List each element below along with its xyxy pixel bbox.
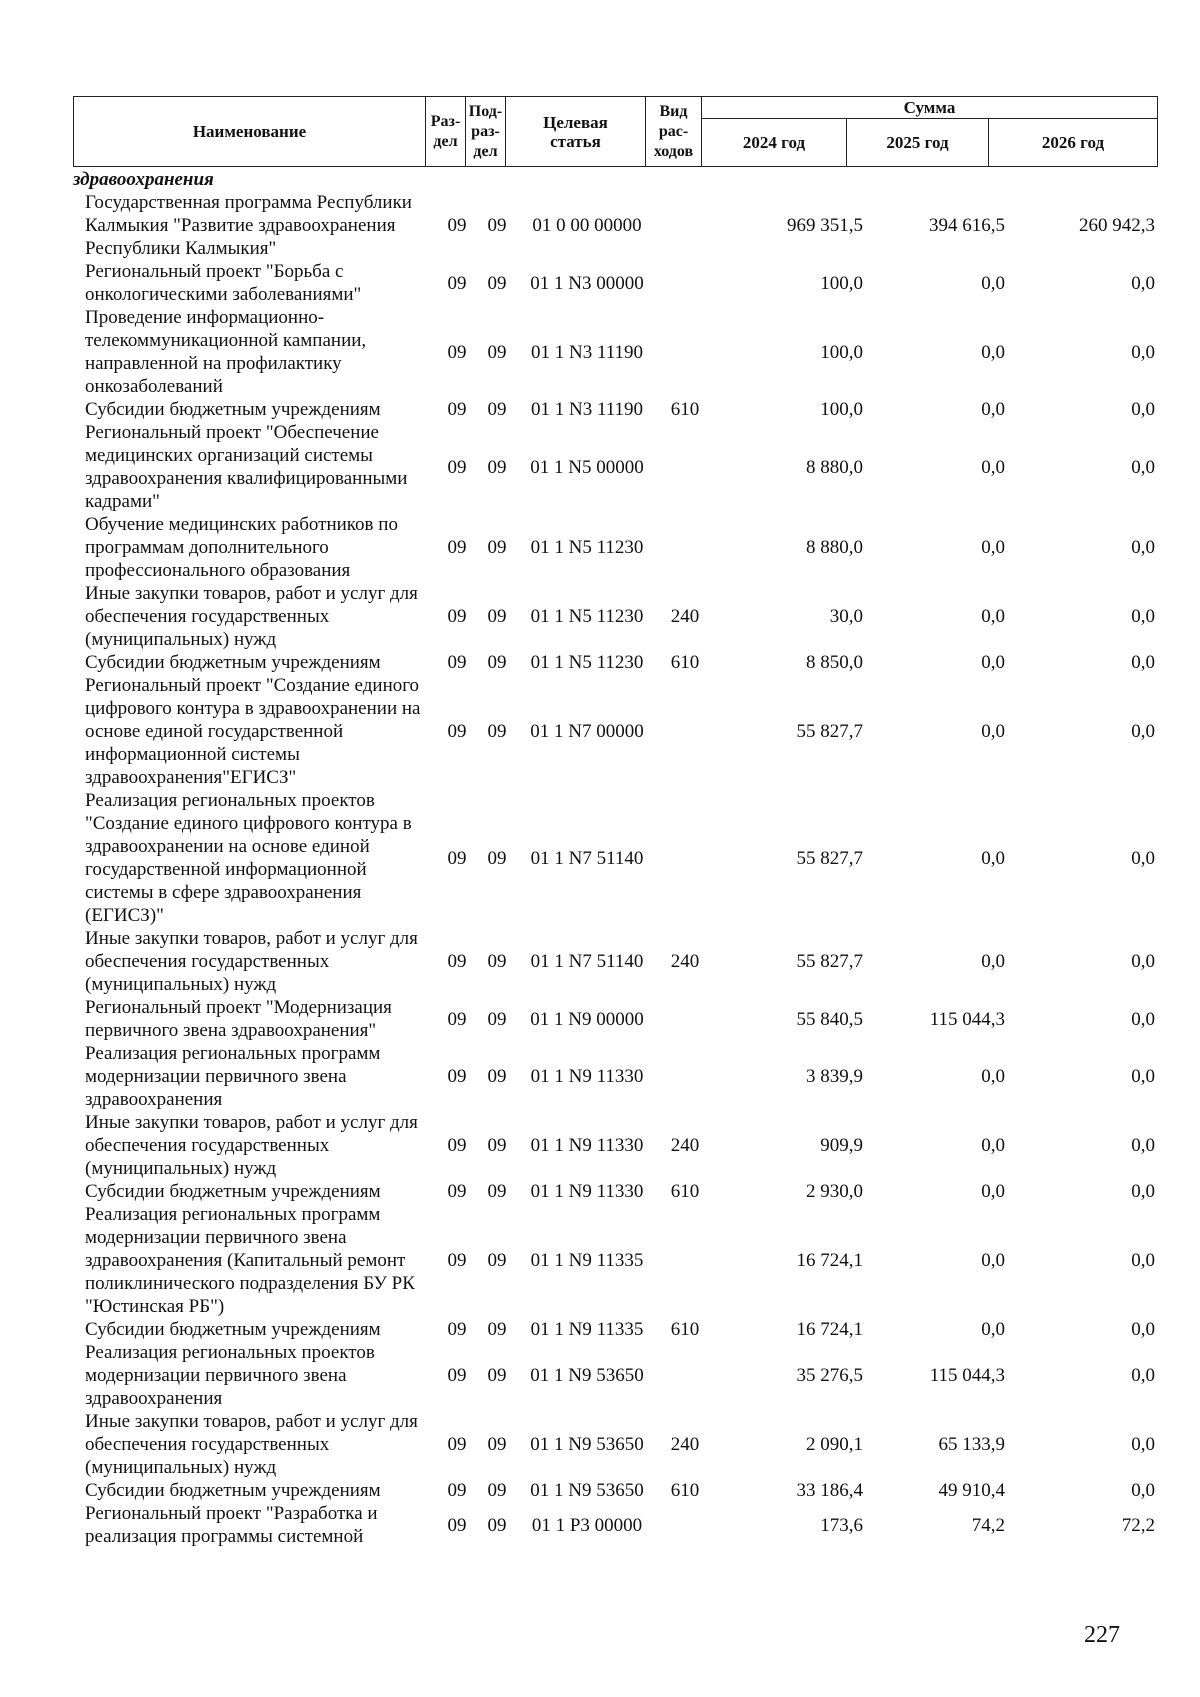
row-amount-2026: 0,0	[1131, 847, 1155, 869]
row-amount-2026: 0,0	[1131, 721, 1155, 742]
page-number: 227	[1084, 1622, 1120, 1648]
row-podrazdel: 09	[487, 1066, 507, 1087]
row-amount-2026: 0,0	[1131, 341, 1155, 363]
row-amount-2024: 55 827,7	[796, 951, 863, 972]
row-name: Реализация региональных проектов модернизации первичного звена здравоохранения	[85, 1342, 375, 1409]
row-razdel: 09	[447, 606, 467, 627]
row-amount-2026: 0,0	[1131, 1365, 1155, 1386]
table-row	[73, 513, 1183, 582]
row-amount-2024: 173,6	[820, 1514, 863, 1536]
table-body	[73, 169, 1183, 1548]
row-razdel: 09	[447, 1434, 467, 1455]
row-amount-2025: 0,0	[981, 1319, 1005, 1340]
row-razdel: 09	[447, 1365, 467, 1386]
row-razdel: 09	[447, 399, 467, 420]
row-amount-2024: 969 351,5	[787, 215, 863, 236]
row-name: Иные закупки товаров, работ и услуг для обеспечения государственных (муниципальных) нужд	[85, 1411, 418, 1478]
row-amount-2026: 0,0	[1131, 1319, 1155, 1340]
row-expense-type: 240	[670, 951, 700, 972]
row-amount-2026: 0,0	[1131, 537, 1155, 558]
row-target-article: 01 1 N9 11335	[530, 1319, 644, 1340]
row-amount-2026: 0,0	[1131, 1135, 1155, 1156]
row-target-article: 01 1 N9 11330	[530, 1181, 644, 1202]
row-target-article: 01 1 N5 11230	[530, 537, 644, 558]
row-expense-type: 240	[670, 606, 700, 627]
row-amount-2026: 0,0	[1131, 606, 1155, 627]
row-podrazdel: 09	[487, 1250, 507, 1271]
row-podrazdel: 09	[487, 1181, 507, 1202]
row-target-article: 01 1 N9 53650	[530, 1480, 644, 1501]
row-podrazdel: 09	[487, 951, 507, 972]
row-amount-2026: 0,0	[1131, 399, 1155, 420]
row-name: Региональный проект "Борьба с онкологическими заболеваниями"	[85, 261, 362, 305]
row-podrazdel: 09	[487, 456, 507, 478]
row-amount-2024: 2 090,1	[806, 1434, 863, 1455]
row-target-article: 01 1 N7 51140	[530, 847, 644, 869]
row-expense-type: 240	[670, 1434, 700, 1455]
header-2026: 2026 год	[989, 119, 1158, 167]
table-row	[73, 191, 1183, 260]
row-name: Обучение медицинских работников по программам дополнительного профессионального образования	[85, 514, 398, 581]
row-expense-type: 240	[670, 1135, 700, 1156]
row-expense-type: 610	[670, 1181, 700, 1202]
row-amount-2024: 55 827,7	[796, 721, 863, 742]
header-sum: Сумма	[702, 97, 1158, 119]
row-podrazdel: 09	[487, 399, 507, 420]
row-razdel: 09	[447, 215, 467, 236]
row-amount-2024: 55 840,5	[796, 1008, 863, 1030]
row-podrazdel: 09	[487, 215, 507, 236]
table-row	[73, 306, 1183, 398]
row-amount-2026: 0,0	[1131, 456, 1155, 478]
row-podrazdel: 09	[487, 272, 507, 294]
row-expense-type: 610	[670, 1319, 700, 1340]
row-razdel: 09	[447, 847, 467, 869]
table-row	[73, 674, 1183, 789]
row-razdel: 09	[447, 721, 467, 742]
row-amount-2024: 55 827,7	[796, 847, 863, 869]
row-amount-2025: 0,0	[981, 1066, 1005, 1087]
table-row	[73, 1341, 1183, 1410]
row-amount-2024: 16 724,1	[796, 1250, 863, 1271]
table-row	[73, 260, 1183, 306]
header-2025: 2025 год	[847, 119, 989, 167]
row-amount-2026: 0,0	[1131, 1008, 1155, 1030]
table-row	[73, 1318, 1183, 1341]
row-amount-2026: 260 942,3	[1079, 215, 1155, 236]
row-amount-2026: 0,0	[1131, 1480, 1155, 1501]
row-amount-2025: 0,0	[981, 1181, 1005, 1202]
row-target-article: 01 1 N3 11190	[530, 399, 644, 420]
row-name: Иные закупки товаров, работ и услуг для обеспечения государственных (муниципальных) нужд	[85, 583, 418, 650]
row-amount-2025: 0,0	[981, 847, 1005, 869]
row-name: Реализация региональных проектов "Создание единого цифрового контура в здравоохранении на основе единой государственной информационной системы в сфере здравоохранения (ЕГИСЗ)"	[85, 790, 412, 926]
row-podrazdel: 09	[487, 1008, 507, 1030]
row-amount-2024: 33 186,4	[796, 1480, 863, 1501]
table-header	[73, 96, 1158, 167]
table-row	[73, 1203, 1183, 1318]
row-amount-2026: 0,0	[1131, 1250, 1155, 1271]
row-amount-2025: 0,0	[981, 1135, 1005, 1156]
row-amount-2024: 100,0	[820, 272, 863, 294]
row-amount-2024: 3 839,9	[806, 1066, 863, 1087]
row-target-article: 01 1 N9 53650	[530, 1365, 644, 1386]
row-target-article: 01 1 N3 00000	[530, 272, 644, 294]
row-podrazdel: 09	[487, 606, 507, 627]
row-amount-2026: 0,0	[1131, 1066, 1155, 1087]
row-expense-type: 610	[670, 1480, 700, 1501]
row-name: Субсидии бюджетным учреждениям	[85, 1480, 381, 1501]
row-amount-2026: 0,0	[1131, 951, 1155, 972]
row-amount-2025: 0,0	[981, 951, 1005, 972]
row-amount-2024: 8 880,0	[806, 456, 863, 478]
table-row	[73, 1180, 1183, 1203]
row-razdel: 09	[447, 1319, 467, 1340]
row-razdel: 09	[447, 1480, 467, 1501]
table-row	[73, 1042, 1183, 1111]
header-podrazdel: Под- раз- дел	[466, 97, 506, 167]
row-target-article: 01 1 N9 53650	[530, 1434, 644, 1455]
row-razdel: 09	[447, 1066, 467, 1087]
row-name: Субсидии бюджетным учреждениям	[85, 399, 381, 420]
section-heading-tail: здравоохранения	[73, 169, 214, 190]
row-amount-2026: 0,0	[1131, 1434, 1155, 1455]
row-target-article: 01 0 00 00000	[532, 215, 642, 236]
row-amount-2025: 0,0	[981, 272, 1005, 294]
row-amount-2025: 0,0	[981, 1250, 1005, 1271]
row-podrazdel: 09	[487, 847, 507, 869]
row-name: Реализация региональных программ модернизации первичного звена здравоохранения	[85, 1043, 381, 1110]
row-razdel: 09	[447, 1135, 467, 1156]
row-amount-2024: 35 276,5	[796, 1365, 863, 1386]
row-target-article: 01 1 N7 51140	[530, 951, 644, 972]
row-name: Региональный проект "Создание единого цифрового контура в здравоохранении на основе единой государственной информационной системы здравоохранения"ЕГИСЗ"	[85, 675, 421, 788]
row-podrazdel: 09	[487, 1135, 507, 1156]
row-podrazdel: 09	[487, 652, 507, 673]
row-podrazdel: 09	[487, 1319, 507, 1340]
row-amount-2025: 0,0	[981, 652, 1005, 673]
row-amount-2026: 72,2	[1121, 1514, 1155, 1536]
row-target-article: 01 1 N5 11230	[530, 606, 644, 627]
table-row	[73, 927, 1183, 996]
table-row	[73, 1410, 1183, 1479]
row-podrazdel: 09	[487, 721, 507, 742]
header-name: Наименование	[74, 97, 426, 167]
row-amount-2025: 65 133,9	[938, 1434, 1005, 1455]
row-amount-2024: 8 850,0	[806, 652, 863, 673]
row-razdel: 09	[447, 1181, 467, 1202]
row-target-article: 01 1 P3 00000	[531, 1514, 643, 1536]
row-razdel: 09	[447, 341, 467, 363]
row-amount-2025: 74,2	[971, 1514, 1005, 1536]
row-name: Иные закупки товаров, работ и услуг для обеспечения государственных (муниципальных) нужд	[85, 1112, 418, 1179]
header-razdel: Раз- дел	[426, 97, 466, 167]
row-razdel: 09	[447, 456, 467, 478]
row-amount-2024: 8 880,0	[806, 537, 863, 558]
row-name: Субсидии бюджетным учреждениям	[85, 1319, 381, 1340]
row-amount-2025: 49 910,4	[938, 1480, 1005, 1501]
row-name: Реализация региональных программ модернизации первичного звена здравоохранения (Капитальный ремонт поликлинического подразделения БУ РК "Юстинская РБ")	[85, 1204, 415, 1317]
table-row	[73, 1479, 1183, 1502]
row-amount-2024: 30,0	[829, 606, 863, 627]
row-target-article: 01 1 N9 11330	[530, 1066, 644, 1087]
row-amount-2025: 115 044,3	[929, 1008, 1005, 1030]
row-amount-2025: 394 616,5	[929, 215, 1005, 236]
row-target-article: 01 1 N5 11230	[530, 652, 644, 673]
row-razdel: 09	[447, 1514, 467, 1536]
row-amount-2025: 0,0	[981, 399, 1005, 420]
row-name: Региональный проект "Разработка и реализация программы системной	[85, 1503, 378, 1547]
row-name: Субсидии бюджетным учреждениям	[85, 1181, 381, 1202]
row-podrazdel: 09	[487, 1434, 507, 1455]
table-row	[73, 789, 1183, 927]
row-target-article: 01 1 N9 11335	[530, 1250, 644, 1271]
row-amount-2026: 0,0	[1131, 272, 1155, 294]
row-podrazdel: 09	[487, 341, 507, 363]
row-name: Региональный проект "Обеспечение медицинских организаций системы здравоохранения квалифицированными кадрами"	[85, 422, 408, 512]
table-row	[73, 651, 1183, 674]
header-target: Целевая статья	[506, 97, 646, 167]
table-rows	[73, 191, 1183, 1548]
header-2024: 2024 год	[702, 119, 847, 167]
row-podrazdel: 09	[487, 1514, 507, 1536]
row-target-article: 01 1 N9 11330	[530, 1135, 644, 1156]
row-amount-2024: 16 724,1	[796, 1319, 863, 1340]
row-target-article: 01 1 N7 00000	[530, 721, 644, 742]
row-target-article: 01 1 N3 11190	[530, 341, 644, 363]
row-razdel: 09	[447, 1250, 467, 1271]
row-expense-type: 610	[670, 399, 700, 420]
row-amount-2026: 0,0	[1131, 1181, 1155, 1202]
row-name: Проведение информационно-телекоммуникационной кампании, направленной на профилактику онкозаболеваний	[85, 307, 367, 397]
row-amount-2025: 0,0	[981, 456, 1005, 478]
row-amount-2024: 100,0	[820, 399, 863, 420]
row-amount-2024: 100,0	[820, 341, 863, 363]
row-razdel: 09	[447, 537, 467, 558]
table-row	[73, 996, 1183, 1042]
row-amount-2025: 0,0	[981, 341, 1005, 363]
row-amount-2024: 2 930,0	[806, 1181, 863, 1202]
row-amount-2025: 0,0	[981, 606, 1005, 627]
table-row	[73, 1111, 1183, 1180]
row-razdel: 09	[447, 1008, 467, 1030]
table-row	[73, 421, 1183, 513]
table-row	[73, 1502, 1183, 1548]
table-row	[73, 398, 1183, 421]
row-name: Региональный проект "Модернизация первичного звена здравоохранения"	[85, 997, 392, 1041]
row-amount-2026: 0,0	[1131, 652, 1155, 673]
row-target-article: 01 1 N9 00000	[530, 1008, 644, 1030]
row-podrazdel: 09	[487, 537, 507, 558]
row-name: Иные закупки товаров, работ и услуг для обеспечения государственных (муниципальных) нужд	[85, 928, 418, 995]
row-name: Государственная программа Республики Калмыкия "Развитие здравоохранения Республики Калмыкия"	[85, 192, 412, 259]
row-target-article: 01 1 N5 00000	[530, 456, 644, 478]
row-expense-type: 610	[670, 652, 700, 673]
row-amount-2025: 0,0	[981, 537, 1005, 558]
row-razdel: 09	[447, 652, 467, 673]
row-podrazdel: 09	[487, 1480, 507, 1501]
header-vid: Вид рас- ходов	[646, 97, 702, 167]
row-razdel: 09	[447, 951, 467, 972]
row-amount-2025: 115 044,3	[929, 1365, 1005, 1386]
row-amount-2024: 909,9	[820, 1135, 863, 1156]
table-row	[73, 582, 1183, 651]
row-razdel: 09	[447, 272, 467, 294]
row-amount-2025: 0,0	[981, 721, 1005, 742]
row-name: Субсидии бюджетным учреждениям	[85, 652, 381, 673]
row-podrazdel: 09	[487, 1365, 507, 1386]
